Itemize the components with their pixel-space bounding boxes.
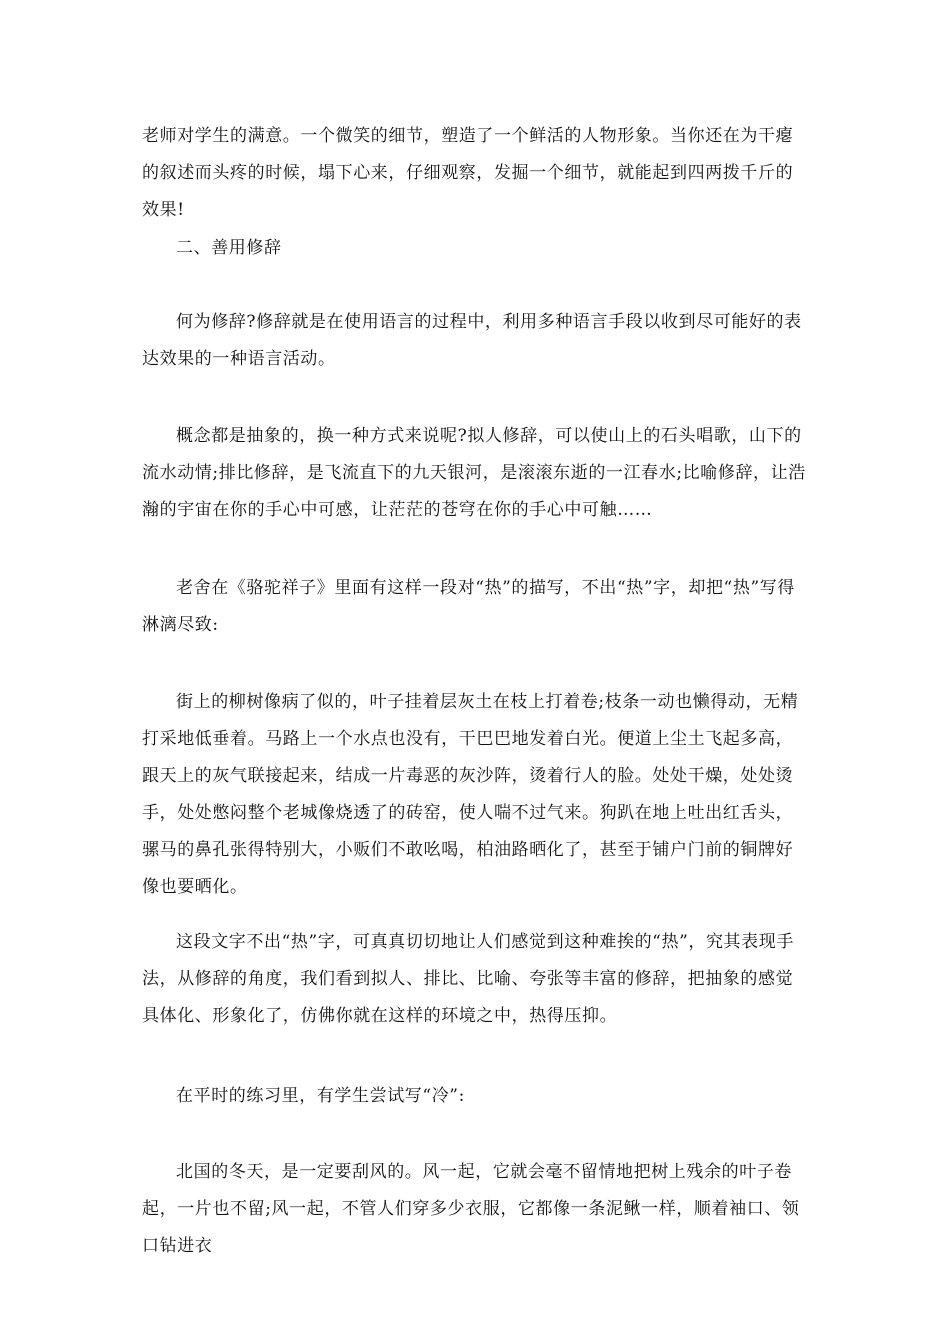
paragraph-7: 在平时的练习里，有学生尝试写“冷”:: [176, 1086, 465, 1106]
paragraph-6: 这段文字不出“热”字，可真真切切地让人们感觉到这种难挨的“热”，究其表现手法，从修辞的角度，我们看到拟人、排比、比喻、夸张等丰富的修辞，把抽象的感觉具体化、形象化了，仿佛你就在这样的环境之中，热得压抑。: [142, 932, 794, 1026]
paragraph-4: 老舍在《骆驼祥子》里面有这样一段对“热”的描写，不出“热”字，却把“热”写得淋漓尽致:: [142, 578, 795, 635]
paragraph-8: 北国的冬天，是一定要刮风的。风一起，它就会毫不留情地把树上残余的叶子卷起，一片也不留;风一起，不管人们穿多少衣服，它都像一条泥鳅一样，顺着袖口、领口钻进衣: [142, 1162, 800, 1256]
paragraph-2: 何为修辞?修辞就是在使用语言的过程中，利用多种语言手段以收到尽可能好的表达效果的一种语言活动。: [142, 312, 802, 369]
paragraph-5: 街上的柳树像病了似的，叶子挂着层灰土在枝上打着卷;枝条一动也懒得动，无精打采地低垂着。马路上一个水点也没有，干巴巴地发着白光。便道上尘土飞起多高，跟天上的灰气联接起来，结成一片毒恶的灰沙阵，烫着行人的脸。处处干燥，处处烫手，处处憋闷整个老城像烧透了的砖窑，使人喘不过气来。狗趴在地上吐出红舌头，骡马的鼻孔张得特别大，小贩们不敢吆喝，柏油路晒化了，甚至于铺户门前的铜牌好像也要晒化。: [142, 692, 799, 897]
section-heading: 二、善用修辞: [176, 238, 282, 258]
paragraph-3: 概念都是抽象的，换一种方式来说呢?拟人修辞，可以使山上的石头唱歌，山下的流水动情;排比修辞，是飞流直下的九天银河，是滚滚东逝的一江春水;比喻修辞，让浩瀚的宇宙在你的手心中可感，让茫茫的苍穹在你的手心中可触……: [142, 426, 806, 520]
paragraph-1: 老师对学生的满意。一个微笑的细节，塑造了一个鲜活的人物形象。当你还在为干瘪的叙述而头疼的时候，塌下心来，仔细观察，发掘一个细节，就能起到四两拨千斤的效果!: [142, 126, 794, 220]
